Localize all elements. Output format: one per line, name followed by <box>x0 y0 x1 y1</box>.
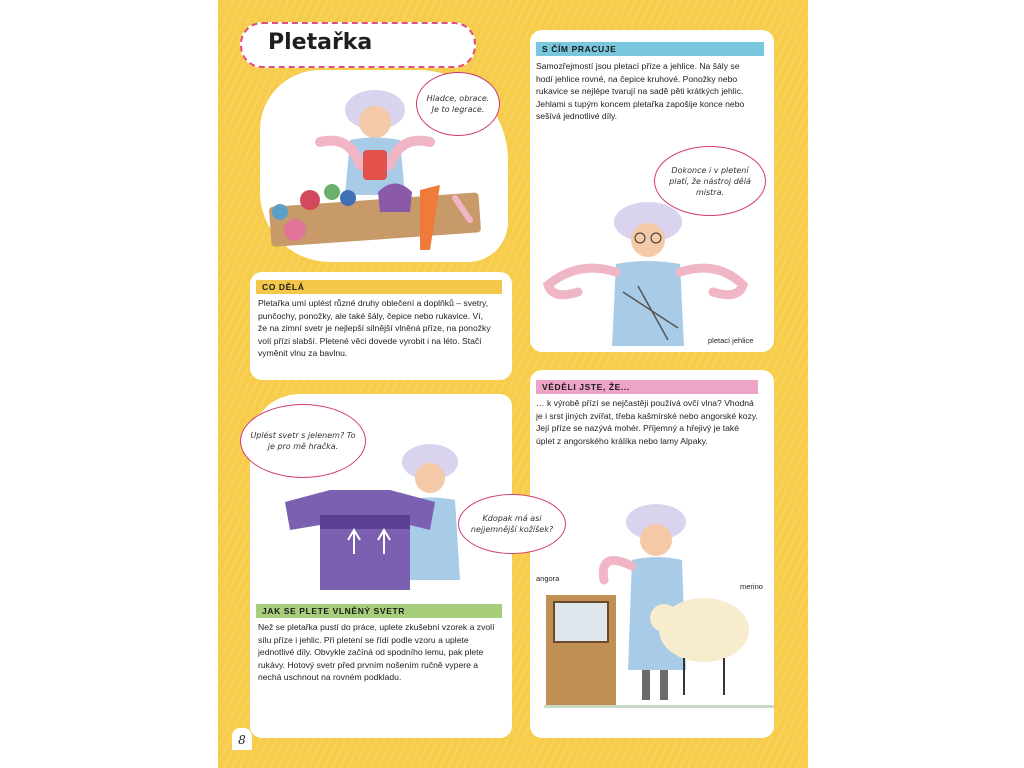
speech-bubble-uplest: Uplést svetr s jelenem? To je pro mě hračka. <box>240 404 366 478</box>
tag-pletaci-jehlice: pletací jehlice <box>708 336 754 345</box>
text-jak-se-plete: Než se pletařka pustí do práce, uplete zkušební vzorek a zvolí sílu příze i jehlic. Při pletení se řídí podle vzoru a uplete jednotlivé díly. Obvykle začíná od spodního lemu, pak plete rukávy. Hotový svetr před prvním nošením ručně vypere a nechá uschnout na rovném podkladu. <box>258 622 495 683</box>
text-vedeli-jste: … k výrobě přízí se nejčastěji používá ovčí vlna? Vhodná je i srst jiných zvířat, třeba kašmírské nebo angorské kozy. Její příze se nazývá mohér. Příjemný a hřejivý je také úplet z angorského králíka nebo lamy Alpaky. <box>536 398 758 446</box>
label-jak-se-plete: JAK SE PLETE VLNĚNÝ SVETR <box>256 604 502 618</box>
text-s-cim-pracuje: Samozřejmostí jsou pletací příze a jehlice. Na šály se hodí jehlice rovné, na čepice kruhové. Ponožky nebo rukavice se nejlépe tvarují na sadě pěti krátkých jehlic. Jehlami s tupým koncem pletařka zapošije konce nebo sešívá jednotlivé díly. <box>536 61 745 122</box>
page-title: Pletařka <box>268 30 373 55</box>
speech-bubble-dokonce: Dokonce i v pletení platí, že nástroj dělá mistra. <box>654 146 766 216</box>
lady-sheep-illustration <box>544 500 774 720</box>
label-co-dela: CO DĚLÁ <box>256 280 502 294</box>
tag-angora: angora <box>536 574 560 583</box>
label-s-cim-pracuje: S ČÍM PRACUJE <box>536 42 764 56</box>
tag-merino: merino <box>740 582 763 591</box>
page-number: 8 <box>232 728 252 750</box>
page-title-pill <box>240 22 476 68</box>
lady-needles-illustration <box>538 200 758 350</box>
book-page <box>218 0 808 768</box>
speech-bubble-kdopak: Kdopak má asi nejjemnější kožíšek? <box>458 494 566 554</box>
speech-bubble-hladce: Hladce, obrace. Je to legrace. <box>416 72 500 136</box>
text-co-dela: Pletařka umí uplést různé druhy oblečení a doplňků – svetry, punčochy, ponožky, ale také šály, čepice nebo rukavice. Ví, že na zimní svetr je nejlepší silnější vlněná příze, na ponožky volí přízi slabší. Pletené věci dovede vyrobit i na léto. Stačí vyměnit vlnu za bavlnu. <box>258 298 491 359</box>
label-vedeli-jste: VĚDĚLI JSTE, ŽE... <box>536 380 758 394</box>
